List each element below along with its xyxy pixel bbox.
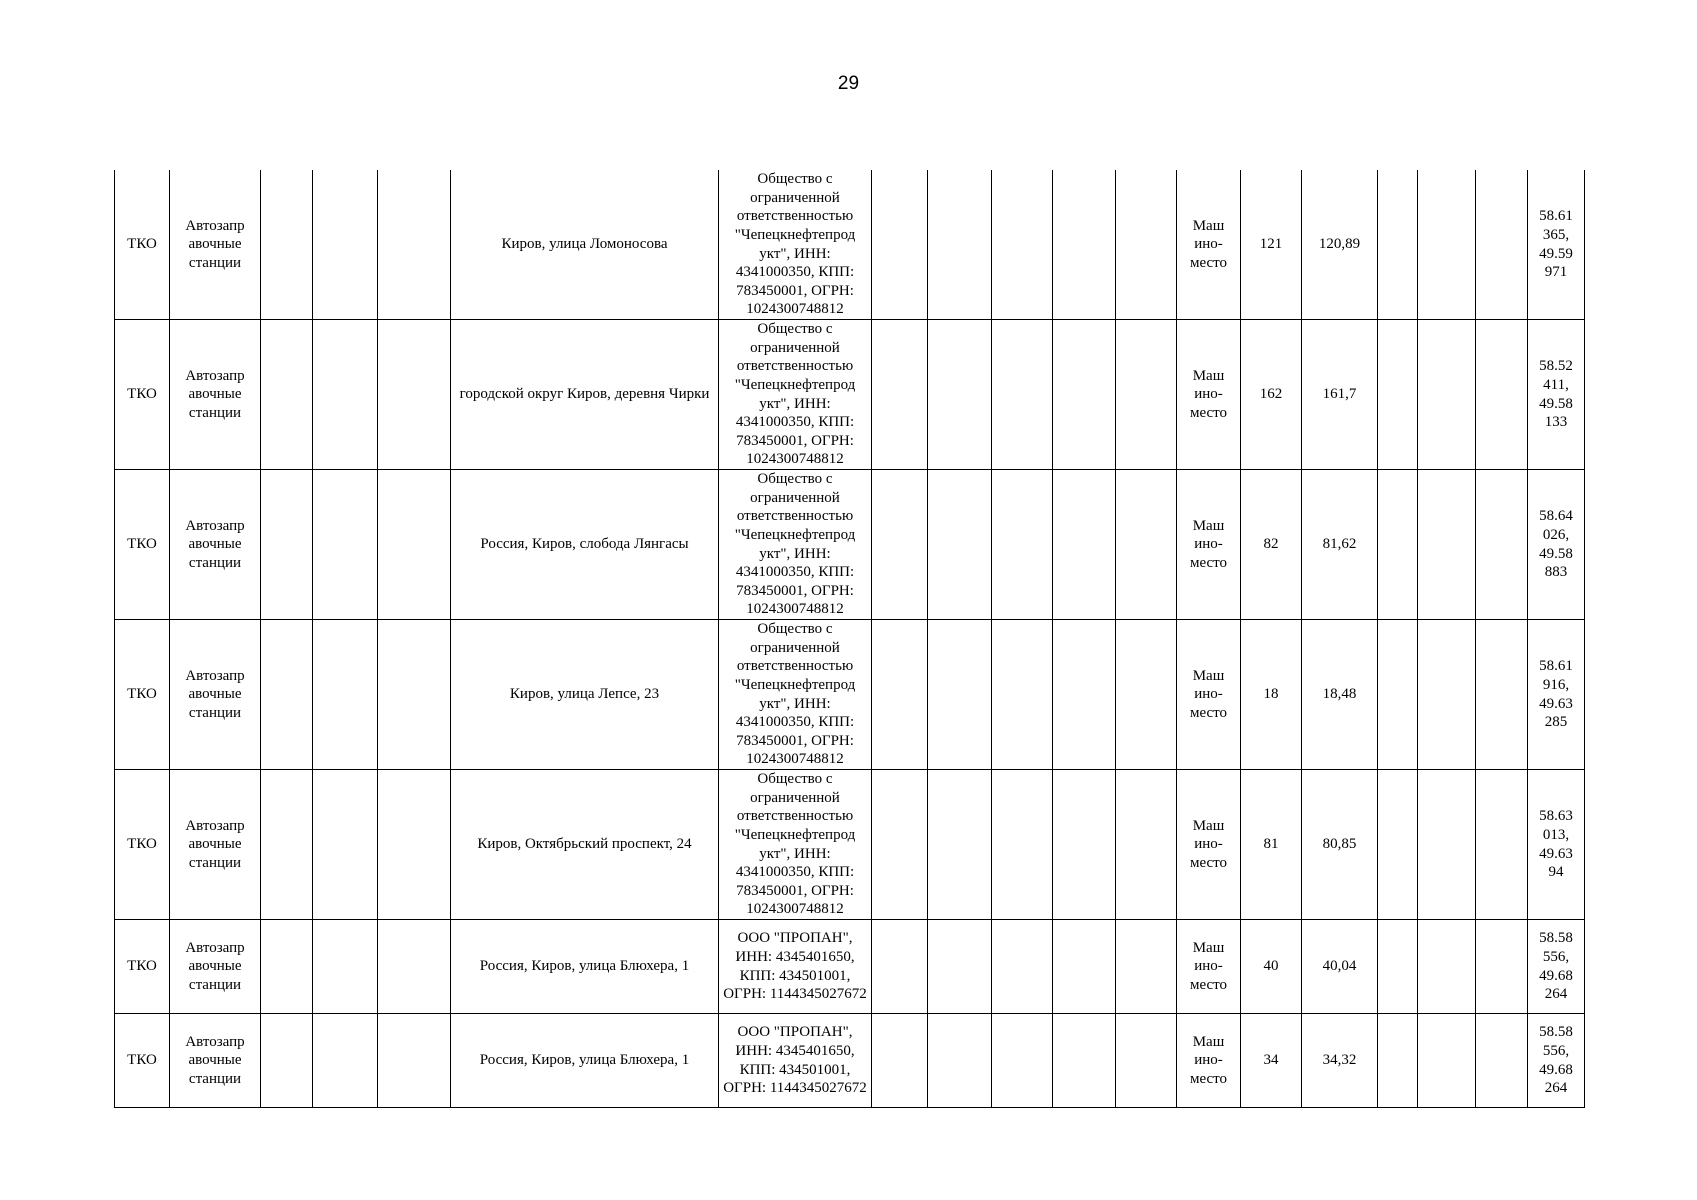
organization-cell: Общество с ограниченной ответственностью "Чепецкнефтепрод укт", ИНН: 4341000350, КПП: 783450001, ОГРН: 1024300748812 [719, 320, 872, 470]
empty-cell [261, 1014, 313, 1108]
count-cell: 40 [1241, 920, 1302, 1014]
waste-registry-table [114, 170, 1585, 1108]
unit-cell: Маш ино-место [1177, 170, 1241, 320]
empty-cell [313, 920, 378, 1014]
empty-cell [1476, 320, 1528, 470]
empty-cell [378, 1014, 451, 1108]
coordinates-cell: 58.58 556, 49.68 264 [1528, 1014, 1585, 1108]
empty-cell [261, 920, 313, 1014]
coordinates-cell: 58.58 556, 49.68 264 [1528, 920, 1585, 1014]
empty-cell [1378, 470, 1418, 620]
empty-cell [1378, 170, 1418, 320]
empty-cell [1418, 1014, 1476, 1108]
waste-type-cell: ТКО [115, 920, 170, 1014]
category-cell: Автозапр авочные станции [170, 920, 261, 1014]
empty-cell [313, 470, 378, 620]
volume-cell: 80,85 [1302, 770, 1378, 920]
page-number: 29 [837, 73, 860, 94]
empty-cell [1053, 470, 1116, 620]
table-row [115, 470, 1585, 620]
empty-cell [872, 170, 928, 320]
unit-cell: Маш ино-место [1177, 320, 1241, 470]
category-cell: Автозапр авочные станции [170, 470, 261, 620]
organization-cell: ООО "ПРОПАН", ИНН: 4345401650, КПП: 434501001, ОГРН: 1144345027672 [719, 920, 872, 1014]
empty-cell [872, 920, 928, 1014]
empty-cell [1053, 920, 1116, 1014]
empty-cell [872, 1014, 928, 1108]
unit-cell: Маш ино-место [1177, 470, 1241, 620]
empty-cell [928, 470, 992, 620]
waste-type-cell: ТКО [115, 170, 170, 320]
unit-cell: Маш ино-место [1177, 770, 1241, 920]
empty-cell [928, 320, 992, 470]
empty-cell [1116, 920, 1177, 1014]
address-cell: Киров, Октябрьский проспект, 24 [451, 770, 719, 920]
empty-cell [1378, 320, 1418, 470]
empty-cell [1476, 770, 1528, 920]
empty-cell [261, 170, 313, 320]
empty-cell [378, 470, 451, 620]
empty-cell [992, 770, 1053, 920]
address-cell: Киров, улица Ломоносова [451, 170, 719, 320]
empty-cell [992, 620, 1053, 770]
empty-cell [1378, 920, 1418, 1014]
organization-cell: Общество с ограниченной ответственностью "Чепецкнефтепрод укт", ИНН: 4341000350, КПП: 783450001, ОГРН: 1024300748812 [719, 770, 872, 920]
empty-cell [1418, 920, 1476, 1014]
empty-cell [378, 170, 451, 320]
empty-cell [1476, 470, 1528, 620]
empty-cell [378, 320, 451, 470]
empty-cell [928, 620, 992, 770]
empty-cell [1053, 170, 1116, 320]
table-row [115, 170, 1585, 320]
organization-cell: ООО "ПРОПАН", ИНН: 4345401650, КПП: 434501001, ОГРН: 1144345027672 [719, 1014, 872, 1108]
empty-cell [1116, 170, 1177, 320]
volume-cell: 18,48 [1302, 620, 1378, 770]
volume-cell: 161,7 [1302, 320, 1378, 470]
empty-cell [1418, 470, 1476, 620]
empty-cell [313, 320, 378, 470]
count-cell: 121 [1241, 170, 1302, 320]
count-cell: 81 [1241, 770, 1302, 920]
unit-cell: Маш ино-место [1177, 620, 1241, 770]
volume-cell: 120,89 [1302, 170, 1378, 320]
category-cell: Автозапр авочные станции [170, 170, 261, 320]
empty-cell [1418, 770, 1476, 920]
address-cell: Россия, Киров, улица Блюхера, 1 [451, 920, 719, 1014]
waste-type-cell: ТКО [115, 620, 170, 770]
volume-cell: 81,62 [1302, 470, 1378, 620]
address-cell: Россия, Киров, улица Блюхера, 1 [451, 1014, 719, 1108]
empty-cell [1053, 1014, 1116, 1108]
category-cell: Автозапр авочные станции [170, 320, 261, 470]
category-cell: Автозапр авочные станции [170, 770, 261, 920]
unit-cell: Маш ино-место [1177, 920, 1241, 1014]
empty-cell [378, 920, 451, 1014]
count-cell: 162 [1241, 320, 1302, 470]
empty-cell [1378, 1014, 1418, 1108]
organization-cell: Общество с ограниченной ответственностью "Чепецкнефтепрод укт", ИНН: 4341000350, КПП: 783450001, ОГРН: 1024300748812 [719, 470, 872, 620]
address-cell: Киров, улица Лепсе, 23 [451, 620, 719, 770]
coordinates-cell: 58.61 365, 49.59 971 [1528, 170, 1585, 320]
empty-cell [1116, 770, 1177, 920]
table-row [115, 920, 1585, 1014]
empty-cell [992, 1014, 1053, 1108]
empty-cell [992, 170, 1053, 320]
empty-cell [992, 320, 1053, 470]
waste-type-cell: ТКО [115, 770, 170, 920]
empty-cell [1378, 620, 1418, 770]
empty-cell [261, 620, 313, 770]
empty-cell [1418, 620, 1476, 770]
coordinates-cell: 58.52 411, 49.58 133 [1528, 320, 1585, 470]
table-row [115, 1014, 1585, 1108]
unit-cell: Маш ино-место [1177, 1014, 1241, 1108]
empty-cell [1116, 320, 1177, 470]
empty-cell [928, 770, 992, 920]
volume-cell: 34,32 [1302, 1014, 1378, 1108]
waste-type-cell: ТКО [115, 320, 170, 470]
empty-cell [1053, 320, 1116, 470]
empty-cell [1116, 470, 1177, 620]
category-cell: Автозапр авочные станции [170, 1014, 261, 1108]
empty-cell [1053, 770, 1116, 920]
empty-cell [1418, 320, 1476, 470]
empty-cell [1476, 620, 1528, 770]
coordinates-cell: 58.64 026, 49.58 883 [1528, 470, 1585, 620]
empty-cell [313, 170, 378, 320]
empty-cell [872, 620, 928, 770]
count-cell: 82 [1241, 470, 1302, 620]
count-cell: 18 [1241, 620, 1302, 770]
empty-cell [313, 620, 378, 770]
empty-cell [928, 1014, 992, 1108]
coordinates-cell: 58.61 916, 49.63 285 [1528, 620, 1585, 770]
organization-cell: Общество с ограниченной ответственностью "Чепецкнефтепрод укт", ИНН: 4341000350, КПП: 783450001, ОГРН: 1024300748812 [719, 170, 872, 320]
waste-type-cell: ТКО [115, 470, 170, 620]
empty-cell [928, 170, 992, 320]
empty-cell [1476, 170, 1528, 320]
address-cell: городской округ Киров, деревня Чирки [451, 320, 719, 470]
empty-cell [378, 620, 451, 770]
organization-cell: Общество с ограниченной ответственностью "Чепецкнефтепрод укт", ИНН: 4341000350, КПП: 783450001, ОГРН: 1024300748812 [719, 620, 872, 770]
table-row [115, 620, 1585, 770]
count-cell: 34 [1241, 1014, 1302, 1108]
empty-cell [261, 770, 313, 920]
empty-cell [1116, 620, 1177, 770]
empty-cell [261, 470, 313, 620]
empty-cell [1418, 170, 1476, 320]
empty-cell [928, 920, 992, 1014]
empty-cell [313, 1014, 378, 1108]
empty-cell [261, 320, 313, 470]
address-cell: Россия, Киров, слобода Лянгасы [451, 470, 719, 620]
empty-cell [872, 470, 928, 620]
waste-type-cell: ТКО [115, 1014, 170, 1108]
empty-cell [1378, 770, 1418, 920]
empty-cell [1476, 1014, 1528, 1108]
empty-cell [992, 920, 1053, 1014]
table-row [115, 770, 1585, 920]
table-row [115, 320, 1585, 470]
empty-cell [1116, 1014, 1177, 1108]
empty-cell [872, 320, 928, 470]
empty-cell [872, 770, 928, 920]
empty-cell [313, 770, 378, 920]
empty-cell [378, 770, 451, 920]
empty-cell [1476, 920, 1528, 1014]
empty-cell [992, 470, 1053, 620]
empty-cell [1053, 620, 1116, 770]
volume-cell: 40,04 [1302, 920, 1378, 1014]
category-cell: Автозапр авочные станции [170, 620, 261, 770]
coordinates-cell: 58.63 013, 49.63 94 [1528, 770, 1585, 920]
